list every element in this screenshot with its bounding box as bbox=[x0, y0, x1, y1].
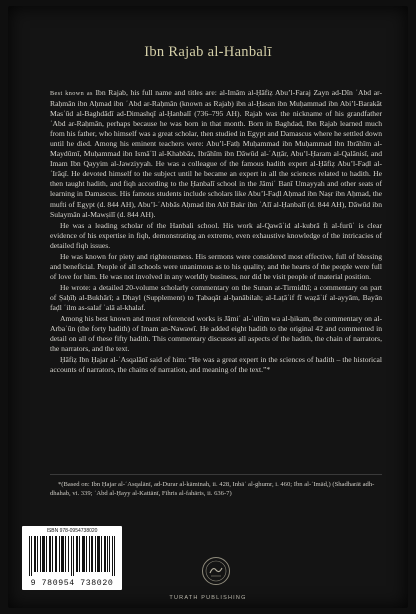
footnote-text: *(Based on: Ibn Ḥajar al-ʿAsqalānī, ad-Durar al-kāminah, ii. 428, Inbāʾ al-ghumr, i. 460; Ibn al-ʿImād,) (Shadharāt adh-dhahab, vi. 339; ʿAbd al-Ḥayy al-Kattānī, Fihris al-fahāris, ii. 636-7) bbox=[50, 481, 375, 497]
publisher-name: TURATH PUBLISHING bbox=[169, 595, 247, 601]
paragraph-1-text: Ibn Rajab, his full name and titles are: al-Imām al-Ḥāfiẓ Abu’l-Faraj Zayn ad-Dīn ʿAbd ar-Raḥmān ibn Aḥmad ibn ʿAbd ar-Raḥmān (known as Rajab) ibn al-Ḥasan ibn Muḥammad ibn Abi’l-Barakāt Masʿūd al-Baghdādī ad-Dimashqī al-Ḥanbalī (736–795 AH). Rajab was the nickname of his grandfather ʿAbd ar-Raḥmān, perhaps because he was born in that month. Born in Baghdad, Ibn Rajab learned much from his father, who himself was a great scholar, then studied in Egypt and Damascus where he settled down until he died. Among his eminent teachers were: Abu’l-Fatḥ Muḥammad ibn Muḥammad ibn Ibrāhīm al-Maydūmī, Muḥammad ibn Ismāʿīl al-Khabbāz, Ibrāhīm ibn Dāwūd al-ʿAṭṭār, Abu’l-Ḥaram al-Qalānisī, and Imam Ibn Qayyim al-Jawziyyah. He was a colleague of the famous hadith expert al-Ḥāfiẓ Abu’l-Faḍl al-ʿIrāqī. He devoted himself to the subject until he became an expert in all the sciences related to hadith. He then taught hadith, and fiqh according to the Ḥanbalī school in the Jāmiʿ Banī Umayyah and other seats of learning in Damascus. His famous students include scholars like Abu’l-Faḍl Aḥmad ibn Naṣr ibn Aḥmad, the mufti of Egypt (d. 844 AH), Abu’l-ʿAbbās Aḥmad ibn Abī Bakr ibn ʿAlī al-Ḥanbalī (d. 844 AH), Dāwūd ibn Sulaymān al-Mawṣilī (d. 844 AH). bbox=[50, 88, 383, 219]
isbn-number: 9 780954 738020 bbox=[30, 579, 114, 588]
book-title: Ibn Rajab al-Hanbalī bbox=[144, 44, 272, 60]
book-back-cover bbox=[8, 6, 408, 608]
paragraph-3: He was known for piety and righteousness. His sermons were considered most effective, full of blessing and beneficial. People of all schools were unanimous as to his quality, and the hearts of the people were full of love for him. He was not involved in any worldly business, nor did he visit people of material position. bbox=[50, 251, 382, 281]
biography-text bbox=[50, 88, 382, 376]
paragraph-6: Ḥāfiẓ Ibn Ḥajar al-ʿAsqalānī said of him: “He was a great expert in the sciences of hadith – the historical accounts of narrators, the chains of narration, and meaning of the text.”* bbox=[50, 355, 382, 375]
barcode-bars-icon bbox=[29, 536, 115, 576]
footnote-divider bbox=[50, 474, 382, 475]
publisher-emblem-icon bbox=[201, 556, 231, 586]
lead-in-small-caps: Best known as bbox=[50, 90, 93, 97]
footnote bbox=[50, 480, 382, 498]
paragraph-1 bbox=[50, 88, 382, 220]
paragraph-2: He was a leading scholar of the Hanbali school. His work al-Qawāʿid al-kubrā fi al-furūʿ is clear evidence of his expertise in fiqh, demonstrating an extreme, even exhaustive knowledge of the intricacies of detailed fiqh issues. bbox=[50, 220, 382, 250]
paragraph-5: Among his best known and most referenced works is Jāmiʿ al-ʿulūm wa al-ḥikam, the commentary on al-Arbaʿūn (the forty hadith) of Imam an-Nawawī. He added eight hadith to the original 42 and commented in detail on all of these fifty hadith. This commentary discusses all aspects of the hadith, the chain of narrators, the narrators, and the text. bbox=[50, 314, 382, 354]
isbn-barcode bbox=[22, 526, 122, 590]
paragraph-4: He wrote: a detailed 20-volume scholarly commentary on the Sunan at-Tirmidhī; a commentary on part of Ṣaḥīḥ al-Bukhārī; a Dhayl (Supplement) to Ṭabaqāt al-ḥanābilah; al-Laṭāʾif fī waẓāʾif al-ayyām, Bayān faḍl ʿilm as-salaf ʿalā al-khalaf. bbox=[50, 282, 382, 312]
isbn-label: ISBN 978-0954738020 bbox=[46, 528, 98, 534]
